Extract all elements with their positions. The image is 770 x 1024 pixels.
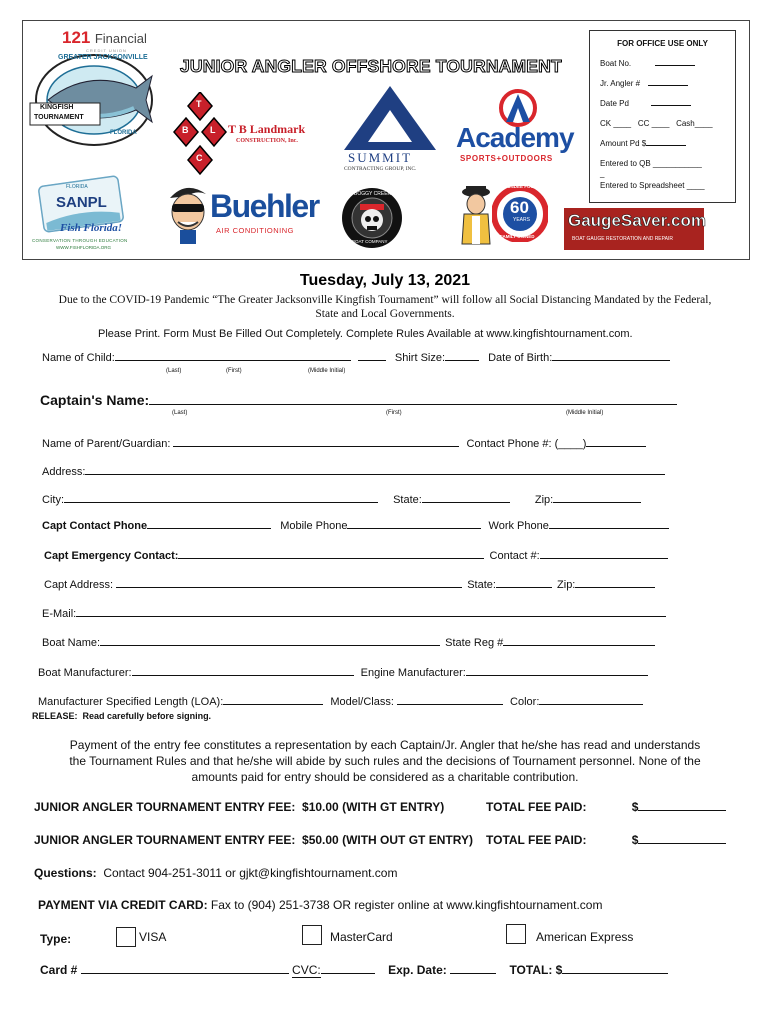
release-label: RELEASE: — [32, 711, 78, 721]
summit-logo-sub: CONTRACTING GROUP, INC. — [344, 166, 417, 172]
loa-label: Manufacturer Specified Length (LOA): — [38, 696, 224, 708]
office-date-pd: Date Pd — [600, 99, 629, 108]
visa-label: VISA — [139, 930, 167, 944]
financial-logo-number: 121 — [62, 28, 91, 47]
type-label: Type: — [40, 932, 72, 946]
color-label: Color: — [510, 696, 540, 708]
tb-letter-t: T — [196, 99, 202, 109]
covid-notice-line2: State and Local Governments. — [315, 308, 455, 320]
total-fee-field-1[interactable] — [638, 810, 726, 811]
amex-label: American Express — [536, 930, 634, 944]
child-name-field[interactable] — [115, 360, 351, 361]
summit-logo — [342, 84, 438, 178]
payment-paragraph-line3: amounts paid for entry should be considered as a charitable contribution. — [191, 770, 579, 784]
financial-logo-name: Financial — [94, 31, 147, 46]
cvc-label: CVC: — [292, 963, 321, 977]
dundee-mascot-icon — [456, 184, 496, 250]
office-entered-qb: Entered to QB ___________ — [600, 159, 702, 168]
capt-phones-row — [42, 520, 669, 532]
child-name-label: Name of Child: — [42, 352, 115, 364]
parent-label: Name of Parent/Guardian: — [42, 438, 171, 450]
kingfish-logo-mid1: KINGFISH — [40, 104, 74, 111]
boggy-creek-logo — [340, 186, 404, 250]
color-field[interactable] — [539, 704, 643, 705]
tb-letter-l: L — [210, 125, 216, 135]
capt-contact-phone-field[interactable] — [147, 528, 271, 529]
boggy-logo-bottom: BOAT COMPANY — [352, 239, 388, 244]
plate-state: FLORIDA — [66, 184, 88, 190]
boat-name-row — [42, 637, 655, 649]
office-dash: _ — [600, 169, 605, 178]
child-sub-middle: (Middle Initial) — [308, 368, 346, 374]
captain-sub-last: (Last) — [172, 410, 188, 416]
summit-mountain-icon — [342, 84, 438, 154]
dundee-logo-top: DUNDEE FOODS — [504, 184, 541, 189]
total-fee-label-1: TOTAL FEE PAID: — [486, 800, 587, 814]
capt-zip-field[interactable] — [575, 587, 655, 588]
covid-notice-line1: Due to the COVID-19 Pandemic “The Greater Jacksonville Kingfish Tournament” will follow all Social Distancing Mandated by the Federal, — [58, 294, 712, 306]
dob-field[interactable] — [552, 360, 670, 361]
manufacturer-row — [38, 667, 648, 679]
page-title: JUNIOR ANGLER OFFSHORE TOURNAMENT — [180, 56, 562, 76]
contact-num-label: Contact #: — [489, 550, 540, 562]
fee2-amount: $50.00 (WITH OUT GT ENTRY) — [302, 833, 473, 847]
buehler-logo-name: Buehler — [210, 188, 319, 224]
payment-paragraph-line1: Payment of the entry fee constitutes a representation by each Captain/Jr. Angler that he/she has read and understands — [69, 738, 701, 752]
total-fee-row-2 — [486, 833, 726, 847]
zip-field[interactable] — [553, 502, 641, 503]
tb-letter-c: C — [196, 153, 203, 163]
card-row — [40, 963, 668, 978]
buehler-logo-sub: AIR CONDITIONING — [216, 226, 295, 235]
fee1-amount: $10.00 (WITH GT ENTRY) — [302, 800, 445, 814]
capt-address-row — [44, 579, 655, 591]
gaugesaver-logo-name: GaugeSaver.com — [568, 211, 706, 230]
dundee-logo-bottom: FAMILY OWNED — [500, 234, 535, 239]
gaugesaver-logo-sub: BOAT GAUGE RESTORATION AND REPAIR — [572, 236, 673, 242]
payment-paragraph — [0, 737, 770, 785]
office-jr-angler: Jr. Angler # — [600, 79, 641, 88]
child-sub-first: (First) — [226, 368, 242, 374]
plate-sub2: WWW.FISHFLORIDA.ORG — [56, 245, 111, 250]
card-number-field[interactable] — [81, 973, 289, 974]
tb-logo-name: T B Landmark — [228, 122, 306, 136]
amex-checkbox[interactable] — [506, 924, 526, 944]
captain-name-field[interactable] — [149, 404, 677, 405]
boat-mfr-label: Boat Manufacturer: — [38, 667, 132, 679]
tb-letter-b: B — [182, 125, 189, 135]
email-row — [42, 608, 666, 620]
address-field[interactable] — [85, 474, 665, 475]
office-use-box — [589, 30, 736, 203]
total-field[interactable] — [562, 973, 668, 974]
child-sub-last: (Last) — [166, 368, 182, 374]
plate-script: Fish Florida! — [60, 222, 123, 234]
work-phone-field[interactable] — [549, 528, 669, 529]
boggy-logo-top: BOGGY CREEK — [354, 191, 391, 197]
capt-address-field[interactable] — [116, 587, 462, 588]
office-ck: CK ____ — [600, 119, 632, 128]
fee-row-1 — [34, 800, 444, 814]
academy-logo-sub: SPORTS+OUTDOORS — [460, 154, 553, 163]
cc-label: PAYMENT VIA CREDIT CARD: — [38, 898, 208, 912]
engine-mfr-field[interactable] — [466, 675, 648, 676]
address-label: Address: — [42, 466, 86, 478]
loa-row — [38, 696, 643, 708]
fee-row-2 — [34, 833, 473, 847]
cvc-field[interactable] — [321, 973, 375, 974]
office-boat-no: Boat No. — [600, 59, 632, 68]
city-label: City: — [42, 494, 64, 506]
mastercard-label: MasterCard — [330, 930, 393, 944]
questions-row — [34, 866, 397, 880]
boat-name-label: Boat Name: — [42, 637, 101, 649]
state-label: State: — [393, 494, 422, 506]
work-phone-label: Work Phone — [488, 520, 549, 532]
model-class-field[interactable] — [397, 704, 503, 705]
exp-label: Exp. Date: — [388, 963, 447, 977]
fee1-label: JUNIOR ANGLER TOURNAMENT ENTRY FEE: — [34, 800, 296, 814]
event-date: Tuesday, July 13, 2021 — [299, 272, 471, 289]
capt-emergency-field[interactable] — [178, 558, 484, 559]
exp-field[interactable] — [450, 973, 496, 974]
summit-logo-name: SUMMIT — [348, 150, 413, 165]
total-fee-dollar-2: $ — [631, 833, 639, 847]
kingfish-logo-mid2: TOURNAMENT — [34, 114, 84, 121]
total-label: TOTAL: $ — [509, 963, 563, 977]
zip-label: Zip: — [534, 494, 554, 506]
tb-logo-sub: CONSTRUCTION, Inc. — [236, 138, 298, 144]
boat-mfr-field[interactable] — [132, 675, 354, 676]
plate-text: SANPL — [56, 194, 107, 211]
dundee-logo-sub: YEARS — [513, 217, 530, 223]
email-label: E-Mail: — [42, 608, 77, 620]
parent-field[interactable] — [173, 446, 459, 447]
child-name-row — [42, 352, 670, 364]
cc-text: Fax to (904) 251-3738 OR register online at www.kingfishtournament.com — [210, 898, 603, 912]
questions-text: Contact 904-251-3011 or gjkt@kingfishtournament.com — [103, 866, 398, 880]
total-fee-field-2[interactable] — [638, 843, 726, 844]
office-amount: Amount Pd $ — [600, 139, 647, 148]
office-use-heading: FOR OFFICE USE ONLY — [617, 39, 708, 48]
fee2-label: JUNIOR ANGLER TOURNAMENT ENTRY FEE: — [34, 833, 296, 847]
captain-name-row — [40, 392, 677, 408]
dundee-logo-mid: 60 — [510, 198, 529, 217]
dundee-foods-logo — [456, 184, 548, 250]
engine-mfr-label: Engine Manufacturer: — [360, 667, 466, 679]
buehler-mascot-icon — [166, 184, 210, 246]
instructions-text: Please Print. Form Must Be Filled Out Completely. Complete Rules Available at www.kingfishtournament.com. — [98, 328, 633, 340]
financial-logo-sub: CREDIT UNION — [86, 48, 127, 53]
email-field[interactable] — [76, 616, 666, 617]
mastercard-checkbox[interactable] — [302, 925, 322, 945]
model-class-label: Model/Class: — [330, 696, 394, 708]
child-middle-field[interactable] — [358, 360, 386, 361]
address-row — [42, 466, 665, 478]
questions-label: Questions: — [34, 866, 97, 880]
capt-state-label: State: — [467, 579, 496, 591]
office-cc: CC ____ — [637, 119, 670, 128]
state-field[interactable] — [422, 502, 510, 503]
capt-address-label: Capt Address: — [44, 579, 114, 591]
gaugesaver-logo — [564, 208, 704, 250]
captain-sub-middle: (Middle Initial) — [566, 410, 604, 416]
contact-num-field[interactable] — [540, 558, 668, 559]
kingfish-logo-bottom: FLORIDA — [110, 130, 137, 136]
dob-label: Date of Birth: — [488, 352, 553, 364]
city-row — [42, 494, 641, 506]
mobile-phone-field[interactable] — [347, 528, 481, 529]
fish-florida-logo — [32, 180, 160, 256]
tb-landmark-logo — [172, 92, 332, 176]
total-fee-label-2: TOTAL FEE PAID: — [486, 833, 587, 847]
office-cash: Cash____ — [676, 119, 713, 128]
capt-emergency-label: Capt Emergency Contact: — [44, 550, 179, 562]
loa-field[interactable] — [223, 704, 323, 705]
parent-row — [42, 438, 646, 450]
plate-sub1: CONSERVATION THROUGH EDUCATION — [32, 238, 128, 243]
payment-paragraph-line2: the Tournament Rules and that he/she will abide by such rules and the decisions of Tournament personnel. None of the — [69, 754, 701, 768]
release-note: Read carefully before signing. — [82, 711, 212, 721]
buehler-logo — [166, 184, 319, 250]
capt-zip-label: Zip: — [557, 579, 576, 591]
kingfish-logo-top: GREATER JACKSONVILLE — [58, 54, 148, 61]
card-label: Card # — [40, 963, 78, 977]
state-reg-field[interactable] — [503, 645, 655, 646]
total-fee-dollar-1: $ — [631, 800, 639, 814]
state-reg-label: State Reg # — [445, 637, 504, 649]
capt-emergency-row — [44, 550, 668, 562]
release-row — [32, 711, 211, 721]
mobile-phone-label: Mobile Phone — [280, 520, 348, 532]
kingfish-logo — [28, 48, 156, 148]
contact-phone-field[interactable] — [586, 446, 646, 447]
credit-card-row — [38, 898, 602, 912]
capt-contact-phone-label: Capt Contact Phone — [42, 520, 148, 532]
contact-phone-label: Contact Phone #: (____) — [466, 438, 587, 450]
boat-name-field[interactable] — [100, 645, 440, 646]
academy-logo-name: Academy — [456, 122, 574, 153]
office-entered-sheet: Entered to Spreadsheet ____ — [600, 181, 705, 190]
city-field[interactable] — [64, 502, 378, 503]
academy-logo — [456, 88, 580, 168]
shirt-size-label: Shirt Size: — [394, 352, 446, 364]
captain-name-label: Captain's Name: — [40, 392, 150, 408]
captain-sub-first: (First) — [386, 410, 402, 416]
capt-state-field[interactable] — [496, 587, 552, 588]
shirt-size-field[interactable] — [445, 360, 479, 361]
visa-checkbox[interactable] — [116, 927, 136, 947]
total-fee-row-1 — [486, 800, 726, 814]
